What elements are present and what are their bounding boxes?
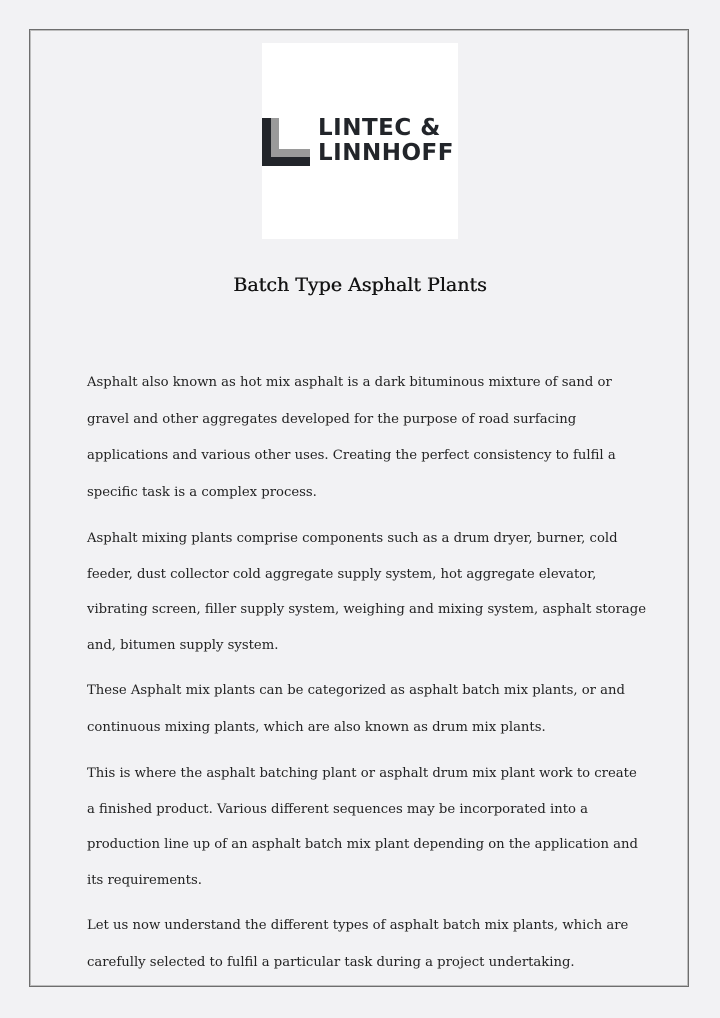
company-logo [262, 43, 458, 239]
paragraph-4: This is where the asphalt batching plant or asphalt drum mix plant work to create a finished product. Various different sequences may be incorporated into a production line up of an asphalt batch mix plant depending on the application and its requirements. [87, 766, 638, 888]
paragraph-1: Asphalt also known as hot mix asphalt is a dark bituminous mixture of sand or gravel and other aggregates developed for the purpose of road surfacing applications and various other uses. Creating the perfect consistency to fulfil a specific task is a complex process. [87, 375, 616, 500]
paragraph-2: Asphalt mixing plants comprise components such as a drum dryer, burner, cold feeder, dust collector cold aggregate supply system, hot aggregate elevator, vibrating screen, filler supply system, weighing and mixing system, asphalt storage and, bitumen supply system. [87, 531, 646, 653]
document-body [87, 365, 647, 991]
logo-line-1: LINTEC & [318, 115, 441, 141]
logo-wordmark [318, 116, 454, 166]
document-title: Batch Type Asphalt Plants [233, 274, 487, 296]
logo-square-mark-icon [262, 118, 310, 166]
paragraph-3: These Asphalt mix plants can be categorized as asphalt batch mix plants, or and continuous mixing plants, which are also known as drum mix plants. [87, 683, 625, 735]
logo-line-2: LINNHOFF [318, 140, 454, 166]
paragraph-5: Let us now understand the different types of asphalt batch mix plants, which are carefully selected to fulfil a particular task during a project undertaking. [87, 918, 629, 970]
